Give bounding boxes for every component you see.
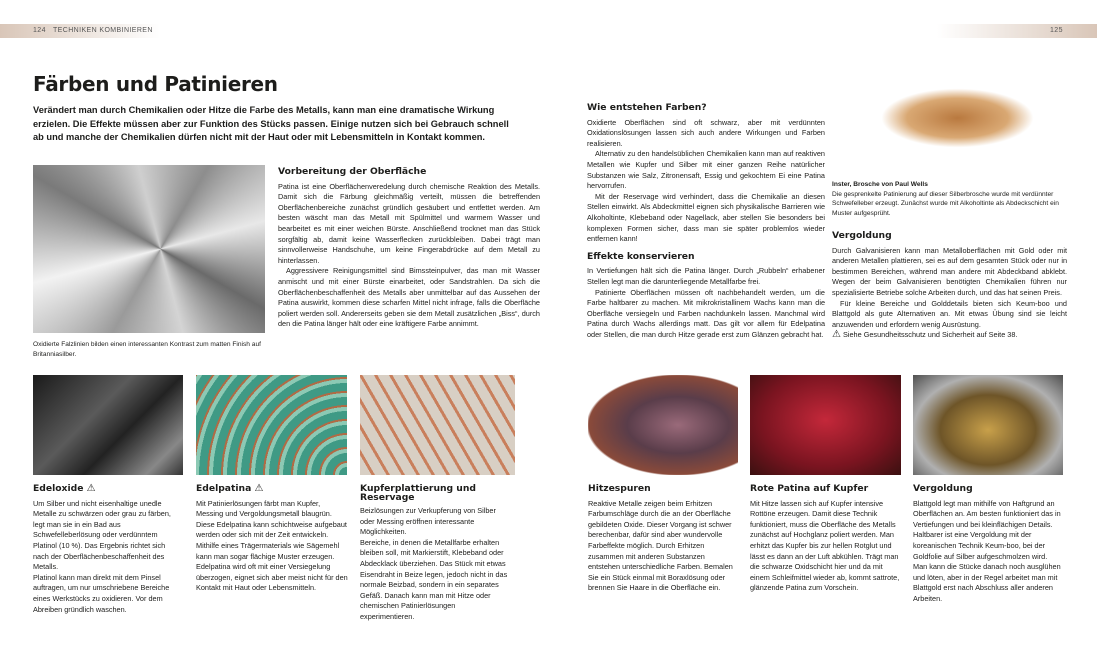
card-heading: Edeloxide (33, 483, 84, 494)
gilding-p2: Für kleine Bereiche und Golddetails bieten sich Keum-boo und Blattgold als gute Alternativen an. Mit etwas Übung sind sie leicht anzuwenden und erfordern wenig Ausrüstung. (832, 298, 1067, 329)
card-heading: Hitzespuren (588, 483, 651, 494)
card-text: Blattgold legt man mithilfe von Haftgrund an Oberflächen an. Am besten funktioniert das in Vertiefungen und bei kleinflächigen Details. (913, 498, 1061, 529)
card-text: Edelpatina wird oft mit einer Versiegelung überzogen, eignet sich aber meist nicht für den Kontakt mit Haut oder Lebensmitteln. (196, 562, 348, 593)
conserve-p2: Patinierte Oberflächen müssen oft nachbehandelt werden, um die Farbe haltbarer zu machen. Mit mikrokristallinem Wachs kann man die Oberfläche versiegeln und Farben nachdunkeln lassen. Manchmal wird Patina durch Wachs allerdings matt. Das gilt vor allem für Edelpatina oder Stellen, die man durch Hitze gerade erst zum Glänzen gebracht hat. (587, 287, 825, 339)
card-edelpatina (196, 484, 348, 594)
card-heading: Edelpatina (196, 483, 252, 494)
red-patina-photo (750, 375, 901, 475)
card-text: Beizlösungen zur Verkupferung von Silber oder Messing eröffnen interessante Möglichkeiten. (360, 506, 496, 537)
copper-plating-photo (360, 375, 515, 475)
prep-section (278, 167, 540, 330)
gilding-p1: Durch Galvanisieren kann man Metalloberflächen mit Gold oder mit anderen Metallen plattieren, sei es auf dem gesamten Stück oder nur in bestimmen Bereichen, während man andere mit Abdeckband abklebt. Wegen der beim Galvanisieren benötigten Chemikalien führen nur spezialisierte Betriebe solche Arbeiten durch, und das hat seinen Preis. (832, 245, 1067, 297)
card-text: Haltbarer ist eine Vergoldung mit der koreanischen Technik Keum-boo, bei der Goldfolie auf Silber aufgeschmolzen wird. Man kann die Stücke danach noch ausglühen und löten, aber in der Regel arbeitet man mit Blattgold erst nach Abschluss aller anderen Arbeiten. (913, 530, 1061, 603)
prep-heading: Vorbereitung der Oberfläche (278, 166, 427, 177)
gilding-section (832, 231, 1067, 341)
card-red-patina (750, 484, 902, 594)
card-text: Bereiche, in denen die Metallfarbe erhalten bleiben soll, mit Markierstift, Klebeband oder Abdecklack überziehen. Das Stück mit etwas Eisendraht in Beize legen, jedoch nicht in das normale Beizbad, sondern in ein separates Gefäß. Danach kann man mit Hitze oder chemischen Patinierlösungen experimentieren. (360, 537, 508, 621)
conserve-heading: Effekte konservieren (587, 250, 695, 262)
card-text: Platinol kann man direkt mit dem Pinsel auftragen, um nur umschriebene Bereiche eines Werkstücks zu oxidieren. Vor dem Abreiben gründlich waschen. (33, 572, 170, 614)
intro-text: Verändert man durch Chemikalien oder Hitze die Farbe des Metalls, kann man eine dramatische Wirkung erzielen. Die Effekte müssen aber zur Funktion des Stücks passen. Einige nutzen sich bei Gebrauch schnell ab und manche der Chemikalien dürfen nicht mit der Haut oder mit Lebensmitteln in Kontakt kommen. (33, 105, 509, 142)
colors-p2: Alternativ zu den handelsüblichen Chemikalien kann man auf reaktiven Metallen wie Kupfer und Silber mit einer ganzen Reihe natürlicher Substanzen wie Salz, Zitronensaft, Essig und gekochtem Ei eine Patina hervorrufen. (587, 149, 825, 191)
page-number-right: 125 (1050, 27, 1063, 34)
card-copper-plating (360, 484, 510, 623)
brooch-caption-title: Inster, Brosche von Paul Wells (832, 181, 928, 188)
colors-p3: Mit der Reservage wird verhindert, dass die Chemikalie an diesen Stellen einwirkt. Als Abdeckmittel eignen sich physikalische Barrieren wie Alkoholtinte, Klebeband oder Nagellack, aber stellen Sie besonders bei komplexen Formen sicher, dass man sie später problemlos wieder entfernen kann! (587, 191, 825, 244)
card-text: Reaktive Metalle zeigen beim Erhitzen Farbumschläge durch die an der Oberfläche gebildeten Oxide. Dieser Vorgang ist schwer berechenbar, dafür sind aber wundervolle Farbeffekte möglich. Durch Erhitzen zusammen mit anderen Substanzen entstehen unterschiedliche Farben. Bemalen Sie ein Stück einmal mit Boraxlösung oder brennen Sie Haare in die Oberfläche ein. (588, 498, 733, 593)
conserve-p1: In Vertiefungen hält sich die Patina länger. Durch „Rubbeln“ erhabener Stellen legt man die darunterliegende Metallfarbe frei. (587, 266, 825, 286)
card-heat-marks (588, 484, 738, 594)
warning-icon: ⚠ (86, 483, 96, 494)
gilding-heading: Vergoldung (832, 230, 892, 241)
header-band-right (937, 24, 1097, 38)
card-text: Mit Hitze lassen sich auf Kupfer intensive Rottöne erzeugen. Damit diese Technik funktioniert, muss die Oberfläche des Metalls zunächst auf Hochglanz poliert werden. Man erhitzt das Kupfer bis zur hellen Rotglut und lässt es dann an der Luft abkühlen. Trägt man die schwarze Oxidschicht hier und da mit einem Schleifmittel wieder ab, kommt sattrote, glänzende Patina zum Vorschein. (750, 498, 900, 593)
brooch-caption-text: Die gesprenkelte Patinierung auf dieser Silberbrosche wurde mit verdünnter Schwefelleber erzeugt. Zunächst wurde mit Alkoholtinte als Abdeckschicht ein Muster aufgesprüht. (832, 190, 1059, 217)
card-heading: Kupferplattierung und Reservage (360, 483, 476, 503)
page-number-left: 124 (33, 27, 46, 34)
colors-section (587, 103, 825, 340)
brooch-photo (845, 62, 1070, 174)
folded-silver-photo (33, 165, 265, 333)
card-heading: Vergoldung (913, 483, 973, 494)
heat-marks-photo (588, 375, 738, 475)
warning-icon: ⚠ (832, 329, 841, 341)
prep-p2: Aggressivere Reinigungsmittel sind Bimssteinpulver, das man mit Wasser anmischt und mit einer Bürste einarbeitet, oder Sandstrahlen. Da sich die Oberflächenbeschaffenheit des Metalls aber unmittelbar auf das Aussehen der Patina auswirkt, kommen diese scharfen Mittel nicht infrage, falls die Oberfläche poliert werden soll. Andererseits geben sie dem Metall zusätzlichen „Biss“, durch den die Patina länger hält oder eine kräftigere Farbe annimmt. (278, 266, 540, 329)
safety-note: Siehe Gesundheitsschutz und Sicherheit auf Seite 38. (843, 330, 1018, 340)
patina-photo (196, 375, 347, 475)
brooch-caption (832, 180, 1077, 218)
section-title: TECHNIKEN KOMBINIEREN (53, 27, 153, 34)
main-caption: Oxidierte Falzlinien bilden einen interessanten Kontrast zum matten Finish auf Britanniasilber. (33, 341, 261, 358)
oxide-photo (33, 375, 183, 475)
colors-heading: Wie entstehen Farben? (587, 102, 707, 113)
colors-p1: Oxidierte Oberflächen sind oft schwarz, aber mit verdünnten Oxidationslösungen lassen sich auch andere Wirkungen und Farben realisieren. (587, 117, 825, 148)
card-text: Um Silber und nicht eisenhaltige unedle Metalle zu schwärzen oder grau zu färben, legt man sie in ein Bad aus Schwefelleberlösung oder verdünntem Platinol (10 %). Das Ergebnis richtet sich nach der Oberflächenbeschaffenheit des Metalls. (33, 498, 171, 572)
warning-icon: ⚠ (254, 483, 264, 494)
gilding-photo (913, 375, 1063, 475)
card-edeloxide (33, 484, 183, 615)
card-gilding (913, 484, 1063, 605)
card-text: Mit Patinierlösungen färbt man Kupfer, Messing und Vergoldungsmetall blaugrün. Diese Edelpatina kann schichtweise aufgebaut werden oder sich mit der Zeit entwickeln. Mithilfe eines Trägermaterials wie Sägemehl kann man sogar flächige Muster erzeugen. (196, 498, 347, 561)
card-heading: Rote Patina auf Kupfer (750, 483, 869, 494)
page-title: Färben und Patinieren (33, 72, 278, 96)
prep-p1: Patina ist eine Oberflächenveredelung durch chemische Reaktion des Metalls. Damit sich die Färbung gleichmäßig verteilt, müssen die betreffenden Oberflächenbereiche zunächst gründlich gesäubert und entfettet werden. Am besten wäscht man das Metall mit Spülmittel und warmem Wasser und bearbeitet es mit einer weichen Bürste. Anschließend trocknet man das Stück sorgfältig ab, damit keine Wasserflecken zurückbleiben. Dabei trägt man sinnvollerweise Handschuhe, um keine Fingerabdrücke auf dem Metall zu hinterlassen. (278, 181, 540, 265)
